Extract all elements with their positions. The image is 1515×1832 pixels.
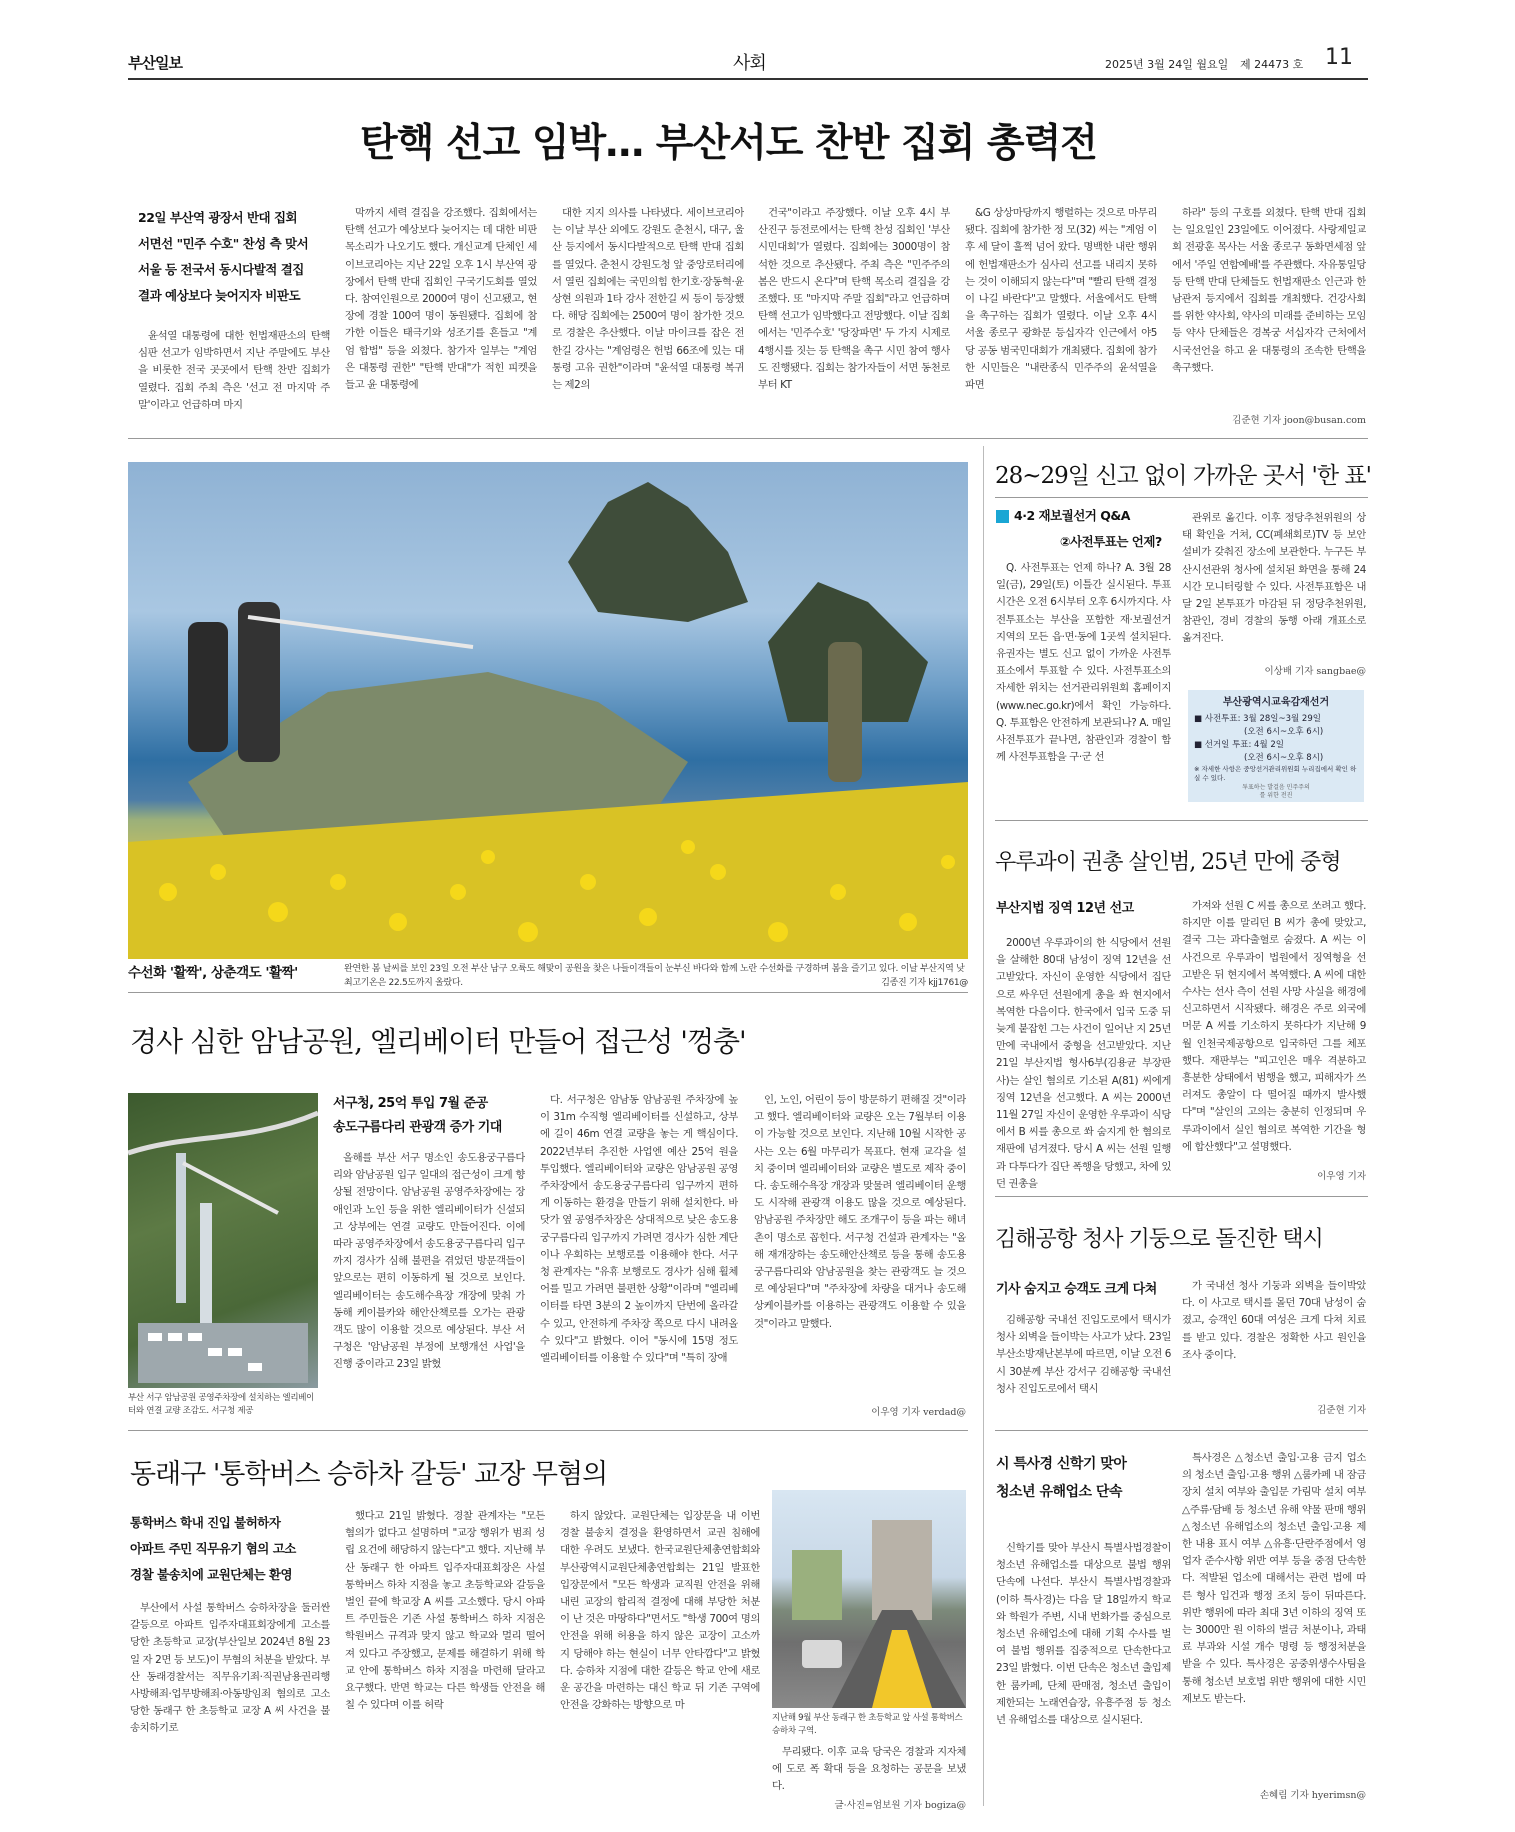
box-early: ■ 사전투표: 3월 28일~3월 29일 — [1194, 714, 1321, 724]
box-early-time: (오전 6시~오후 6시) — [1244, 727, 1324, 737]
park-photo-caption: 부산 서구 암남공원 공영주차장에 설치하는 엘리베이터와 연결 교량 조감도. 서구청 제공 — [128, 1393, 315, 1416]
elevator-rendering — [128, 1093, 318, 1388]
park-col-3: 인, 노인, 어린이 등이 방문하기 편해질 것"이라고 했다. 엘리베이터와 교량은 오는 7월부터 이용이 가능할 것으로 보인다. 지난해 10월 시작한 공사는 오는 6월 마무리가 목표다. 현재 교각을 설치 중이며 엘리베이터와 교량은 별도로 제작 중이다. 송도해수욕장 개장과 맞물려 엘리베이터 운행도 시작해 관광객 이용도 많을 것으로 예상된다. 암남공원 주차장만 해도 조개구이 등을 파는 해녀촌이 명소로 꼽힌다. 서구청 건설과 관계자는 "올해 재개장하는 송도해안산책로 등을 통해 송도용궁구름다리와 암남공원을 찾는 관광객도 늘 것으로 예상된다"며 "주차장에 차량을 대거나 송도해상케이블카를 이용하는 관광객도 이용할 수 있을 것"이라고 말했다. — [754, 1094, 966, 1330]
bus-byline: 글·사진=엄보원 기자 bogiza@ — [834, 1800, 966, 1811]
election-col-1: Q. 사전투표는 언제 하나? A. 3월 28일(금), 29일(토) 이틀간 실시된다. 투표 시간은 오전 6시부터 오후 6시까지다. 사전투표소는 부산을 포함한 재·보궐선거 지역의 모든 읍·면·동에 1곳씩 설치된다. 유권자는 별도 신고 없이 가까운 사전투표소에서 투표할 수 있다. 사전투표소의 자세한 위치는 선거관리위원회 홈페이지(www.nec.go.kr)에서 확인 가능하다. Q. 투표함은 안전하게 보관되나? A. 매일 사전투표가 끝나면, 참관인과 경찰이 함께 사전투표함을 구·군 선 — [996, 562, 1171, 764]
rule-photo-bottom — [128, 992, 968, 993]
election-col-2: 관위로 옮긴다. 이후 정당추천위원의 상태 확인을 거쳐, CC(폐쇄회로)TV 등 보안 설비가 갖춰진 장소에 보관한다. 누구든 부산시선관위 청사에 설치된 화면을 통해 24시간 모니터링할 수 있다. 사전투표함은 내달 2일 본투표가 마감된 뒤 정당추천위원, 참관인, 경비 경찰의 동행 아래 개표소로 옮겨진다. — [1182, 512, 1366, 645]
bus-col-2: 했다고 21일 밝혔다. 경찰 관계자는 "모든 혐의가 없다고 설명하며 "교장 행위가 범죄 성립 요건에 해당하지 않는다"고 했다. 지난해 부산 동래구 한 아파트 입주자대표회장은 사설 통학버스 하차 지점을 놓고 초등학교와 갈등을 벌인 끝에 학교장 A 씨를 고소했다. 당시 아파트 주민들은 기존 사설 통학버스 하차 지점은 학원버스 규격과 맞지 않고 학교와 멀리 떨어져 있다고 주장했고, 문제를 해결하기 위해 학교 안에 통학버스 하차 지점을 마련해 달라고 요구했다. 반면 학교는 다른 학생들 안전을 해칠 수 있다며 이를 허락 — [345, 1510, 545, 1712]
rule-election-bottom — [995, 820, 1368, 821]
taxi-headline: 김해공항 청사 기둥으로 돌진한 택시 — [995, 1227, 1323, 1252]
murder-subhead: 부산지법 징역 12년 선고 — [996, 901, 1134, 916]
main-byline: 김준현 기자 joon@busan.com — [1232, 415, 1366, 426]
main-col-6: 하라" 등의 구호를 외쳤다. 탄핵 반대 집회는 일요일인 23일에도 이어졌다. 사랑제일교회 전광훈 목사는 서울 종로구 동화면세점 앞에서 '주일 연합예배'를 주관했다. 자유통일당 등 탄핵 반대 단체들도 헌법재판소 인근과 한남관저 등지에서 집회를 개최했다. 건강사회를 위한 약사회, 약사의 미래를 준비하는 모임 등 약사 단체들은 경복궁 서십자각 근처에서 시국선언을 하고 윤 대통령의 조속한 탄핵을 촉구했다. — [1172, 207, 1366, 374]
rule-murder — [995, 1196, 1368, 1197]
bus-photo-caption: 지난해 9월 부산 동래구 한 초등학교 앞 사설 통학버스 승하차 구역. — [772, 1713, 963, 1736]
murder-headline: 우루과이 권총 살인범, 25년 만에 중형 — [995, 850, 1341, 875]
murder-byline: 이우영 기자 — [1317, 1171, 1366, 1182]
youth-headline: 시 특사경 신학기 맞아 청소년 유해업소 단속 — [996, 1456, 1127, 1500]
issue-date: 2025년 3월 24일 월요일 — [1105, 58, 1229, 71]
bus-zone-photo — [772, 1490, 966, 1708]
park-col-1: 올해를 부산 서구 명소인 송도용궁구름다리와 암남공원 입구 일대의 접근성이 크게 향상될 전망이다. 암남공원 공영주차장에는 장애인과 노인 등을 위한 엘리베이터가 신설되고 상부에는 연결 교량도 만들어진다. 이에 따라 공영주차장에서 송도용궁구름다리 입구까지 경사가 심해 불편을 겪었던 방문객들이 앞으로는 편히 이동하게 될 것으로 보인다. 엘리베이터는 송도해수욕장 개장에 맞춰 가동해 케이블카와 해안산책로를 오가는 관광객도 많이 이용할 것으로 예상된다. 부산 서구청은 '암남공원 부정에 보행개선 사업'을 진행 중이라고 23일 밝혔 — [333, 1152, 525, 1371]
box-note: ※ 자세한 사항은 중앙선거관리위원회 누리집에서 확인 하실 수 있다. — [1194, 765, 1357, 782]
bus-street-scene — [772, 1490, 966, 1708]
election-series: 4·2 재보궐선거 Q&A — [1014, 508, 1130, 523]
park-col-2: 다. 서구청은 암남동 암남공원 주차장에 높이 31m 수직형 엘리베이터를 신설하고, 상부에 길이 46m 연결 교량을 놓는 게 핵심이다. 2022년부터 추진한 사업엔 예산 25억 원을 투입했다. 엘리베이터와 교량은 암남공원 공영주차장에서 송도용궁구름다리 입구까지 편하게 이동하는 환경을 만들기 위해 설치한다. 바닷가 옆 공영주차장은 상대적으로 낮은 송도용궁구름다리 입구까지 가려면 경사가 심한 계단이나 우회하는 보행로를 이용해야 한다. 서구청 관계자는 "유휴 보행로도 경사가 심해 휠체어를 밀고 가려면 불편한 상황"이라며 "엘리베이터를 타면 3분의 2 높이까지 단번에 올라갈 수 있고, 안전하게 주차장 쪽으로 다시 내려올 수 있다"고 밝혔다. 이어 "동시에 15명 정도 엘리베이터를 이용할 수 있다"며 "특히 장애 — [540, 1094, 738, 1365]
photo-caption: 완연한 봄 날씨를 보인 23일 오전 부산 남구 오륙도 해맞이 공원을 찾은 나들이객들이 눈부신 바다와 함께 노란 수선화를 구경하며 봄을 즐기고 있다. 이날 부산지역 낮 최고기온은 22.5도까지 올랐다. — [344, 964, 965, 988]
murder-col-2: 가져와 선원 C 씨를 총으로 쏘려고 했다. 하지만 이를 말리던 B 씨가 총에 맞았고, 결국 그는 과다출혈로 숨졌다. A 씨는 이 사건으로 우루과이 법원에서 징역형을 선고받은 뒤 현지에서 복역했다. A 씨에 대한 수사는 선사 측이 선원 사망 사실을 해경에 신고하면서 시작됐다. 해경은 주로 외국에 머문 A 씨를 기소하지 못하다가 지난해 9월 인천국제공항으로 입국하던 그를 체포했다. 재판부는 "피고인은 매우 격분하고 흥분한 상태에서 범행을 했고, 피해자가 쓰러져도 총알이 다 떨어질 때까지 발사했다"며 "살인의 고의는 충분히 인정되며 우루과이에서 실인 혐의로 복역한 기간을 형에 합산했다"고 설명했다. — [1182, 900, 1366, 1153]
bus-col-4: 무리됐다. 이후 교육 당국은 경찰과 지자체에 도로 폭 확대 등을 요청하는 공문을 보냈다. — [772, 1746, 966, 1793]
election-headline: 28~29일 신고 없이 가까운 곳서 '한 표' — [995, 463, 1371, 489]
park-subheads: 서구청, 25억 투입 7월 준공 송도구름다리 관광객 증가 기대 — [333, 1096, 502, 1135]
box-day-time: (오전 6시~오후 8시) — [1244, 753, 1324, 763]
daffodil-scene — [128, 462, 968, 959]
rule-taxi — [995, 1430, 1368, 1431]
youth-col-1: 신학기를 맞아 부산시 특별사법경찰이 청소년 유해업소를 대상으로 불법 행위 단속에 나선다. 부산시 특별사법경찰과(이하 특사경)는 다음 달 18일까지 학교와 학원가 주변, 시내 번화가를 중심으로 청소년 유해업소에 대해 기획 수사를 벌여 불법 행위를 집중적으로 단속한다고 23일 밝혔다. 이번 단속은 청소년 출입제한 룸카페, 단체 판매점, 청소년 출입이 제한되는 노래연습장, 유흥주점 등 청소년 유해업소를 대상으로 실시된다. — [996, 1542, 1171, 1727]
youth-col-2: 특사경은 △청소년 출입·고용 금지 업소의 청소년 출입·고용 행위 △룸카페 내 잠금장치 설치 여부와 출입문 가림막 설치 여부 △주류·담배 등 청소년 유해 약물 판매 행위 △청소년 유해업소의 청소년 출입·고용 제한 내용 표시 여부 △유흥·단란주점에서 영업자 준수사항 위반 여부 등을 중점 단속한다. 적발된 업소에 대해서는 관련 법에 따른 형사 입건과 행정 조치 등이 뒤따른다. 위반 행위에 따라 최대 3년 이하의 징역 또는 3000만 원 이하의 벌금 처분이나, 과태료 부과와 시설 개수 명령 등 행정처분을 받을 수 있다. 특사경은 공중위생수사팀을 통해 청소년 보호법 위반 행위에 대한 시민 제보도 받는다. — [1182, 1452, 1366, 1705]
elevator-scene — [128, 1093, 318, 1388]
bus-col-1: 부산에서 사설 통학버스 승하차장을 둘러싼 갈등으로 아파트 입주자대표회장에게 고소를 당한 초등학교 교장(부산일보 2024년 8월 23일 자 2면 등 보도)이 무혐의 처분을 받았다. 부산 동래경찰서는 직무유기죄·직권남용권리행사방해죄·업무방해죄·아동방임죄 혐의로 고소당한 동래구 한 초등학교 교장 A 씨 사건을 불송치하기로 — [130, 1602, 330, 1735]
taxi-col-1: 김해공항 국내선 진입도로에서 택시가 청사 외벽을 들이박는 사고가 났다. 23일 부산소방재난본부에 따르면, 이날 오전 6시 30분께 부산 강서구 김해공항 국내선 청사 진입도로에서 택시 — [996, 1314, 1171, 1395]
photo-credit: 김종진 기자 kjj1761@ — [881, 978, 968, 988]
daffodil-photo — [128, 462, 968, 959]
main-headline: 탄핵 선고 임박… 부산서도 찬반 집회 총력전 — [360, 121, 1097, 166]
election-byline: 이상배 기자 sangbae@ — [1264, 666, 1366, 677]
series-square-icon — [996, 510, 1009, 523]
taxi-byline: 김준현 기자 — [1317, 1405, 1366, 1416]
main-col-2: 막까지 세력 결집을 강조했다. 집회에서는 탄핵 선고가 예상보다 늦어지는 데 대한 비판 목소리가 나오기도 했다. 개신교계 단체인 세이브코리아는 지난 22일 오후 1시 부산역 광장에서 탄핵 반대 집회인 구국기도회를 열었다. 참여인원으로 2000여 명이 신고됐고, 현장에 경찰 100여 명이 동원됐다. 집회에 참가한 이들은 태극기와 성조기를 흔들고 "계엄 합법" 등을 외쳤다. 참가자 일부는 "계엄은 대통령 권한" "탄핵 반대"가 적힌 피켓을 들고 윤 대통령에 — [345, 207, 537, 392]
murder-col-1: 2000년 우루과이의 한 식당에서 선원을 살해한 80대 남성이 징역 12년을 선고받았다. 자신이 운영한 식당에서 집단으로 싸우던 선원에게 총을 쏴 현지에서 복역한 다음이다. 한국에서 입국 도중 뒤늦게 붙잡힌 그는 사건이 일어난 지 25년 만에 국내에서 중형을 선고받았다. 지난 21일 부산지법 형사6부(김용균 부장판사)는 살인 혐의로 기소된 A(81) 씨에게 징역 12년을 선고했다. A 씨는 2000년 11월 27일 자신이 운영한 우루과이 식당에서 B 씨를 총으로 쏴 숨지게 한 혐의로 재판에 넘겨졌다. 당시 A 씨는 선원 일행과 다투다가 집단 폭행을 당했고, 차에 있던 권총을 — [996, 937, 1171, 1188]
rule-main-bottom — [128, 438, 1368, 439]
issue-number: 제 24473 호 — [1240, 58, 1304, 71]
park-headline: 경사 심한 암남공원, 엘리베이터 만들어 접근성 '껑충' — [130, 1025, 746, 1058]
main-col-4: 건국"이라고 주장했다. 이날 오후 4시 부산진구 등전로에서는 탄핵 찬성 집회인 '부산시민대회'가 열렸다. 집회에는 3000명이 참석한 것으로 추산됐다. 주최 측은 "민주주의 봄은 반드시 온다"며 탄핵 목소리 결집을 강조했다. 또 "마지막 주말 집회"라고 언급하며 탄핵 선고가 임박했다고 전망했다. 이날 집회에서는 '민주수호' '당장파면' 두 가지 시제로 4행시를 짓는 등 탄핵을 촉구 시민 참여 행사도 진행됐다. 집회는 참가자들이 서면 동천로부터 KT — [758, 207, 950, 392]
page-number: 11 — [1325, 45, 1353, 70]
main-subheads: 22일 부산역 광장서 반대 집회 서면선 "민주 수호" 찬성 측 맞서 서울 등 전국서 동시다발적 결집 결과 예상보다 늦어지자 비판도 — [138, 210, 309, 303]
youth-byline: 손혜림 기자 hyerimsn@ — [1259, 1790, 1366, 1801]
bus-headline: 동래구 '통학버스 승하차 갈등' 교장 무혐의 — [130, 1459, 608, 1490]
taxi-subhead: 기사 숨지고 승객도 크게 다쳐 — [996, 1282, 1157, 1297]
election-question: ②사전투표는 언제? — [1060, 534, 1162, 549]
paper-name: 부산일보 — [128, 54, 182, 72]
bus-col-3: 하지 않았다. 교원단체는 입장문을 내 이번 경찰 불송치 결정을 환영하면서 교권 침해에 대한 우려도 보냈다. 한국교원단체총연합회와 부산광역시교원단체총연합회는 21일 발표한 입장문에서 "모든 학생과 교직원 안전을 위해 내린 교장의 합리적 결정에 대해 부당한 처분이 난 것은 마땅하다"면서도 "학생 700여 명의 안전을 위해 허용을 하지 않은 교장이 고소까지 당해야 하는 현실이 너무 안타깝다"고 밝혔다. 승하차 지점에 대한 갈등은 학교 안에 새로운 공간을 마련하는 대신 학교 뒤 기존 구역에 안전을 강화하는 방향으로 마 — [560, 1510, 760, 1712]
box-day: ■ 선거일 투표: 4월 2일 — [1194, 740, 1284, 750]
rule-park — [128, 1430, 968, 1431]
box-logo: 투표하는 발걸음 민주주의를 위한 전진 — [1242, 784, 1310, 799]
section-name: 사회 — [733, 53, 766, 74]
bus-subheads: 통학버스 학내 진입 불허하자 아파트 주민 직무유기 혐의 고소 경찰 불송치에 교원단체는 환영 — [130, 1515, 296, 1582]
main-col-5: &G 상상마당까지 행렬하는 것으로 마무리됐다. 집회에 참가한 정 모(32) 씨는 "계엄 이후 세 달이 훌쩍 넘어 왔다. 명백한 내란 행위에 헌법재판소가 심사리 선고를 내리지 못하는 것이 이해되지 않는다"며 "빨리 탄핵 결정이 나길 바란다"고 말했다. 서울에서도 탄핵을 촉구하는 집회가 열렸다. 이날 오후 4시 서울 종로구 광화문 등십자각 인근에서 야5당 공동 범국민대회가 개최됐다. 집회에 참가한 시민들은 "내란종식 민주주의 윤석열을 파면 — [965, 207, 1157, 392]
park-byline: 이우영 기자 verdad@ — [871, 1407, 966, 1418]
masthead-rule — [128, 78, 1368, 80]
rule-election — [995, 497, 1368, 498]
vertical-rule — [983, 446, 984, 1806]
box-title: 부산광역시교육감재선거 — [1222, 697, 1330, 708]
photo-title: 수선화 '활짝', 상춘객도 '활짝' — [128, 965, 298, 981]
taxi-col-2: 가 국내선 청사 기둥과 외벽을 들이박았다. 이 사고로 택시를 몰던 70대 남성이 숨졌고, 승객인 60대 여성은 크게 다쳐 치료를 받고 있다. 경찰은 정확한 사고 원인을 조사 중이다. — [1182, 1280, 1366, 1361]
election-schedule-box — [1188, 690, 1364, 802]
main-col-1: 윤석열 대통령에 대한 헌법재판소의 탄핵심판 선고가 임박하면서 지난 주말에도 부산을 비롯한 전국 곳곳에서 탄핵 찬반 집회가 열렸다. 집회 주최 측은 '선고 전 마지막 주말'이라고 언급하며 마지 — [138, 330, 330, 411]
main-col-3: 대한 지지 의사를 나타냈다. 세이브코리아는 이날 부산 외에도 강원도 춘천시, 대구, 울산 등지에서 동시다발적으로 탄핵 반대 집회를 열었다. 춘천시 강원도청 앞 중앙로터리에서 열린 집회에는 국민의힘 한기호·장동혁·윤상현 의원과 1타 강사 전한길 씨 등이 등장했다. 해당 집회에는 2500여 명이 참가한 것으로 경찰은 추산했다. 이날 마이크를 잡은 전한길 강사는 "계엄령은 헌법 66조에 있는 대통령 고유 권한"이라며 "윤석열 대통령 복귀는 제2의 — [552, 207, 744, 392]
